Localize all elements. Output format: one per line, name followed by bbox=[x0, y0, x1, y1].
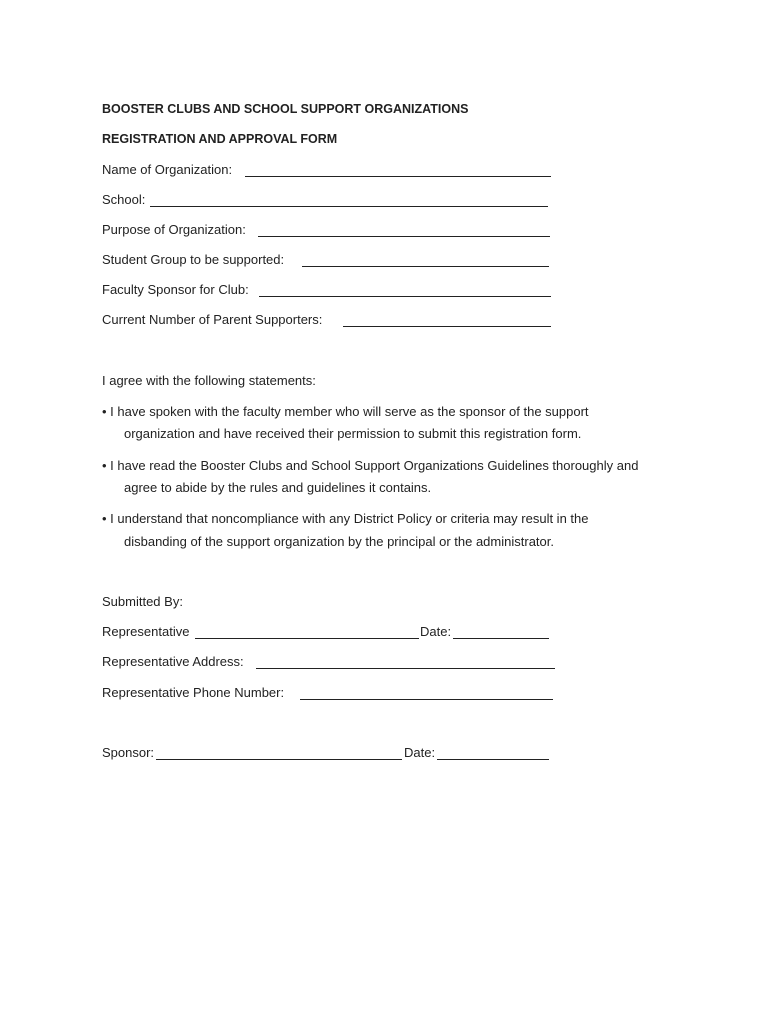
parent-supporters-line[interactable] bbox=[343, 326, 551, 327]
faculty-sponsor-line[interactable] bbox=[259, 296, 551, 297]
representative-address-label: Representative Address: bbox=[102, 654, 244, 669]
purpose-label: Purpose of Organization: bbox=[102, 222, 246, 237]
representative-phone-line[interactable] bbox=[300, 699, 553, 700]
parent-supporters-label: Current Number of Parent Supporters: bbox=[102, 312, 323, 327]
representative-label: Representative bbox=[102, 624, 190, 639]
student-group-line[interactable] bbox=[302, 266, 549, 267]
agreement-bullet-1: • I have spoken with the faculty member who will serve as the sponsor of the support bbox=[102, 404, 589, 419]
form-subtitle: REGISTRATION AND APPROVAL FORM bbox=[102, 132, 338, 146]
name-of-organization-line[interactable] bbox=[245, 176, 551, 177]
representative-line[interactable] bbox=[195, 638, 419, 639]
student-group-label: Student Group to be supported: bbox=[102, 252, 285, 267]
agreement-bullet-1-continued: organization and have received their permission to submit this registration form. bbox=[124, 426, 582, 441]
representative-date-line[interactable] bbox=[453, 638, 549, 639]
agreement-bullet-2-continued: agree to abide by the rules and guidelines it contains. bbox=[124, 480, 432, 495]
name-of-organization-label: Name of Organization: bbox=[102, 162, 233, 177]
sponsor-date-label: Date: bbox=[404, 745, 436, 760]
representative-address-line[interactable] bbox=[256, 668, 555, 669]
agreement-intro: I agree with the following statements: bbox=[102, 373, 316, 388]
school-label: School: bbox=[102, 192, 146, 207]
agreement-bullet-2: • I have read the Booster Clubs and School Support Organizations Guidelines thoroughly and bbox=[102, 458, 639, 473]
school-line[interactable] bbox=[150, 206, 548, 207]
agreement-bullet-3-continued: disbanding of the support organization by the principal or the administrator. bbox=[124, 534, 554, 549]
sponsor-label: Sponsor: bbox=[102, 745, 155, 760]
representative-date-label: Date: bbox=[420, 624, 452, 639]
sponsor-date-line[interactable] bbox=[437, 759, 549, 760]
agreement-bullet-3: • I understand that noncompliance with any District Policy or criteria may result in the bbox=[102, 511, 589, 526]
faculty-sponsor-label: Faculty Sponsor for Club: bbox=[102, 282, 249, 297]
submitted-by-heading: Submitted By: bbox=[102, 594, 183, 609]
representative-phone-label: Representative Phone Number: bbox=[102, 685, 285, 700]
form-title: BOOSTER CLUBS AND SCHOOL SUPPORT ORGANIZATIONS bbox=[102, 102, 469, 116]
sponsor-line[interactable] bbox=[156, 759, 402, 760]
purpose-line[interactable] bbox=[258, 236, 550, 237]
